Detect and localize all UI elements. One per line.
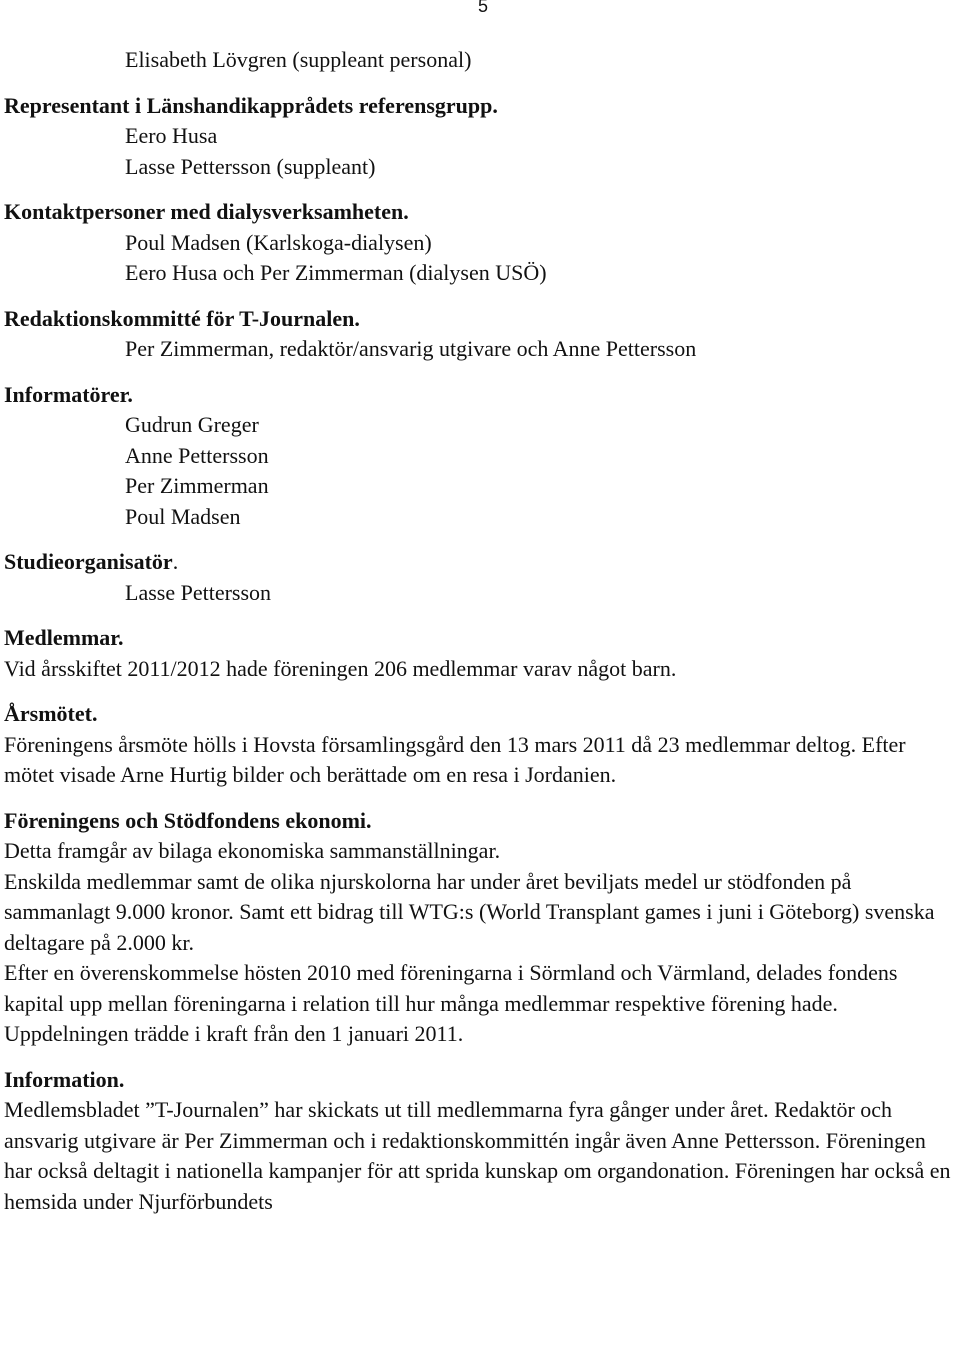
paragraph: Enskilda medlemmar samt de olika njurskolorna har under året beviljats medel ur stödfonden på sammanlagt 9.000 kronor. Samt ett bidrag till WTG:s (World Transplant games i juni i Göteborg) svenska deltagare på 2.000 kr. [4,868,935,955]
section-heading: Redaktionskommitté för T-Journalen. [4,305,360,331]
member-line: Lasse Pettersson [125,579,272,605]
section-heading: Årsmötet. [4,701,98,726]
section-heading [4,547,956,578]
section-heading: Representant i Länshandikapprådets referensgrupp. [4,92,498,118]
section-heading: Medlemmar. [4,625,124,650]
member-line: Anne Pettersson [125,442,269,468]
member-line: Elisabeth Lövgren (suppleant personal) [125,47,472,72]
section-information [4,1065,956,1218]
heading-period: . [172,549,179,574]
section-heading: Kontaktpersoner med dialysverksamheten. [4,199,409,224]
paragraph: Efter en överenskommelse hösten 2010 med föreningarna i Sörmland och Värmland, delades fondens kapital upp mellan föreningarna i relation till hur många medlemmar respektive förening hade. Uppdelningen trädde i kraft från den 1 januari 2011. [4,960,898,1046]
section-kontakt [4,197,956,289]
section-arsmotet [4,699,956,791]
section-heading: Information. [4,1066,125,1092]
member-line: Per Zimmerman, redaktör/ansvarig utgivare och Anne Pettersson [125,336,697,361]
section-heading: Informatörer. [4,381,133,407]
page-number: 5 [478,0,489,16]
section-studie [4,547,956,608]
section-lansrad [4,91,956,183]
member-line: Eero Husa och Per Zimmerman (dialysen USÖ) [125,260,547,285]
member-line: Eero Husa [125,123,218,148]
section-redaktion [4,304,956,365]
section-informatorer [4,380,956,533]
paragraph: Medlemsbladet ”T-Journalen” har skickats ut till medlemmarna fyra gånger under året. Redaktör och ansvarig utgivare är Per Zimmerman och i redaktionskommittén ingår även Anne Pettersson. Föreningen har också deltagit i nationella kampanjer för att sprida kunskap om organdonation. Föreningen har också en hemsida under Njurförbundets [4,1097,951,1214]
heading-text: Studieorganisatör [4,549,173,574]
member-line: Poul Madsen (Karlskoga-dialysen) [125,229,432,255]
paragraph: Vid årsskiftet 2011/2012 hade föreningen 206 medlemmar varav något barn. [4,655,677,681]
member-line: Gudrun Greger [125,412,259,437]
section-medlemmar [4,623,956,684]
paragraph: Föreningens årsmöte hölls i Hovsta församlingsgård den 13 mars 2011 då 23 medlemmar deltog. Efter mötet visade Arne Hurtig bilder och berättade om en resa i Jordanien. [4,731,906,787]
section-ekonomi [4,806,956,1050]
section-top [4,45,956,76]
member-line: Per Zimmerman [125,473,269,498]
member-line: Poul Madsen [125,503,241,529]
paragraph: Detta framgår av bilaga ekonomiska sammanställningar. [4,838,501,863]
member-line: Lasse Pettersson (suppleant) [125,153,376,179]
section-heading: Föreningens och Stödfondens ekonomi. [4,807,372,833]
document-body [4,45,956,1232]
